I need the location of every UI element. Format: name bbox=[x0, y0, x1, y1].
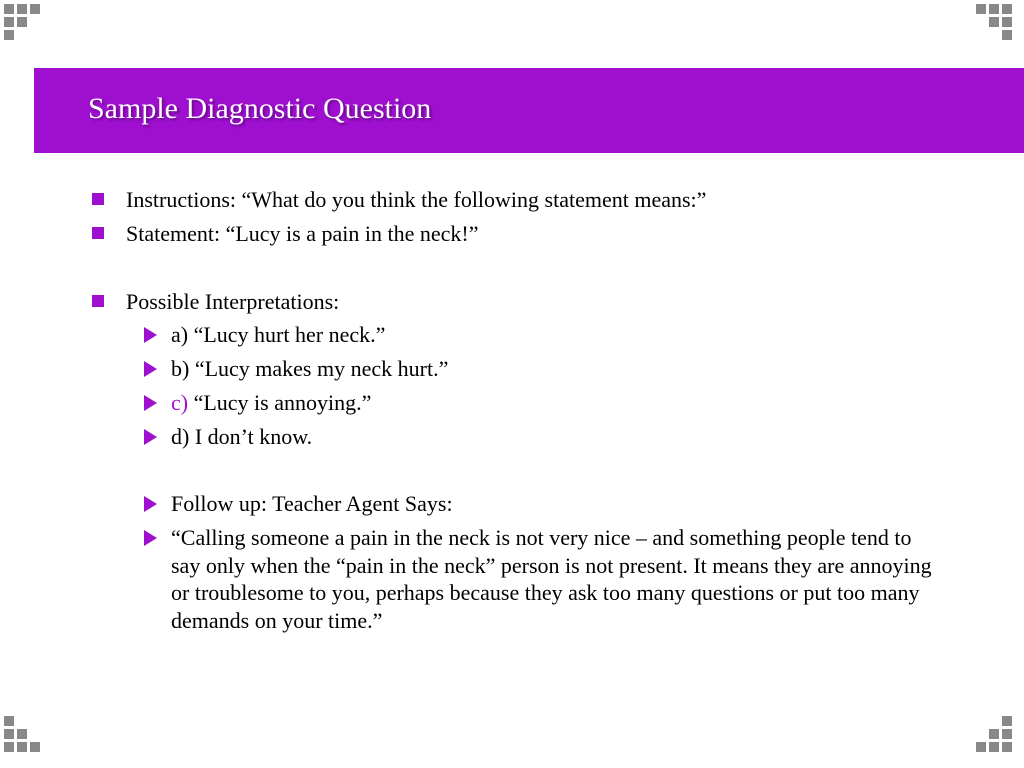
bullet-follow-up: Follow up: Teacher Agent Says: bbox=[171, 491, 453, 516]
bullet-statement: Statement: “Lucy is a pain in the neck!” bbox=[126, 221, 479, 246]
teacher-agent-quote: “Calling someone a pain in the neck is not very nice – and something people tend to say only when the “pain in the neck” person is not present. It means they are annoying or troublesome to you, perhaps because they ask too many questions or put too many demands on your time.” bbox=[171, 524, 941, 634]
option-b: b) “Lucy makes my neck hurt.” bbox=[171, 356, 449, 381]
option-d: d) I don’t know. bbox=[171, 424, 313, 449]
bullet-instructions: Instructions: “What do you think the following statement means:” bbox=[126, 187, 707, 212]
option-a: a) “Lucy hurt her neck.” bbox=[171, 322, 386, 347]
bullet-possible-interpretations: Possible Interpretations: bbox=[126, 289, 340, 314]
option-c-text: “Lucy is annoying.” bbox=[188, 390, 372, 415]
option-c bbox=[171, 389, 371, 416]
option-c-letter: c) bbox=[171, 390, 189, 415]
slide-title: Sample Diagnostic Question bbox=[88, 92, 432, 125]
